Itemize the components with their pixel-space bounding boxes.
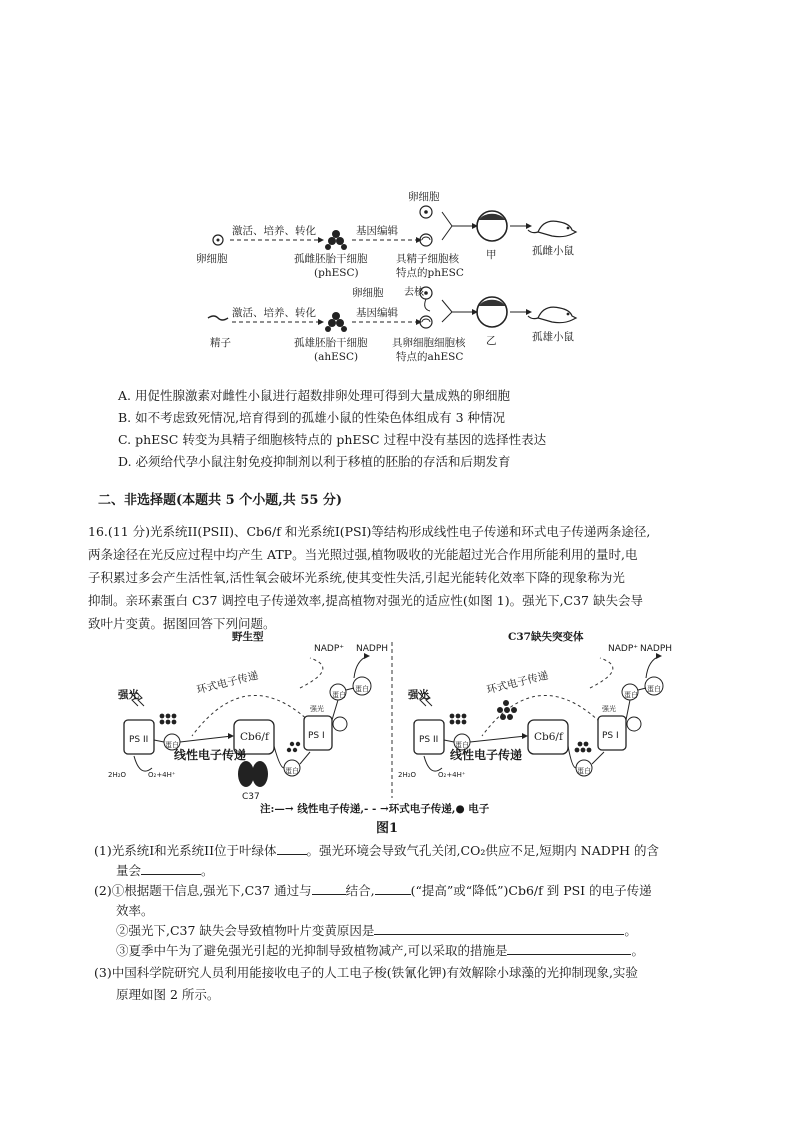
fig1-left-cb6f: Cb6/f: [240, 731, 269, 743]
q3-line-2: 原理如图 2 所示。: [116, 987, 220, 1002]
q2-blank-1[interactable]: [312, 882, 346, 895]
fig1-left-title: 野生型: [232, 631, 264, 643]
q2-blank-4[interactable]: [507, 942, 631, 955]
fig1-right-cb6f: Cb6/f: [534, 731, 563, 743]
fig1-left-oxygen: O₂+4H⁺: [148, 771, 176, 779]
sperm-icon: [208, 316, 228, 320]
fig1-right-nadph: NADPH: [640, 644, 673, 654]
fig1-left-light-small: 强光: [310, 705, 324, 713]
fig1-right-psii: PS II: [419, 735, 439, 745]
option-d: D. 必须给代孕小鼠注射免疫抑制剂以利于移植的胚胎的存活和后期发育: [118, 454, 511, 469]
phesc-cluster-icon: [325, 230, 347, 250]
q3-line-1: (3)中国科学院研究人员利用能接收电子的人工电子梭(铁氰化钾)有效解除小球藻的光抑制现象,实验: [94, 965, 638, 980]
fig1-right-oxygen: O₂+4H⁺: [438, 771, 466, 779]
q2-2: ②强光下,C37 缺失会导致植物叶片变黄原因是: [116, 923, 375, 938]
fig1-caption: 图1: [376, 821, 399, 836]
option-a: A. 用促性腺激素对雌性小鼠进行超数排卵处理可得到大量成熟的卵细胞: [118, 388, 510, 403]
row1-cell1-l1: 孤雌胚胎干细胞: [294, 253, 368, 265]
fig1-right-psi: PS I: [602, 731, 619, 741]
row2-step1: 激活、培养、转化: [232, 307, 316, 319]
option-c: C. phESC 转变为具精子细胞核特点的 phESC 过程中没有基因的选择性表达: [118, 432, 547, 447]
row2-step2: 基因编辑: [356, 307, 398, 319]
fig1-left-strong-light: 强光: [118, 689, 139, 701]
q1-line-2: [116, 862, 214, 880]
q2-3-end: 。: [631, 943, 644, 958]
fig1-right-cyclic: 环式电子传递: [485, 669, 550, 697]
fig1-note: 注:—→ 线性电子传递,- - →环式电子传递,● 电子: [260, 803, 490, 815]
row2-start: 精子: [210, 337, 231, 349]
q1-line-1: [94, 842, 659, 860]
q1-a: (1)光系统I和光系统II位于叶绿体: [94, 843, 277, 858]
row2-cell2-l1: 具卵细胞细胞核: [392, 337, 466, 349]
q2-d: 效率。: [116, 903, 154, 918]
q2-b: 结合,: [345, 883, 375, 898]
row1-cell1-l2: (phESC): [314, 267, 359, 279]
fig1-right-protein-1: 蛋白: [624, 691, 638, 699]
fig1-left-c37: C37: [242, 792, 260, 802]
q1-blank-2[interactable]: [141, 862, 201, 875]
row2-egg: 卵细胞: [352, 287, 384, 299]
fig1-right-light-small: 强光: [602, 705, 616, 713]
fig1-left-protein-1: 蛋白: [332, 691, 346, 699]
row1-egg: 卵细胞: [408, 191, 440, 203]
row2-enucleate: 去核: [404, 287, 424, 298]
mouse-icon-2: [528, 307, 576, 323]
fig1-right-protein-4: 蛋白: [577, 767, 591, 775]
fig1-left-cyclic: 环式电子传递: [195, 669, 260, 697]
q2-line-3: [116, 922, 637, 940]
row2-cell2-l2: 特点的ahESC: [396, 351, 464, 363]
row1-cell2-l1: 具精子细胞核: [396, 253, 459, 265]
row2-mouse: 孤雄小鼠: [532, 331, 574, 343]
q2-line-1: [94, 882, 652, 900]
fig1-left-protein-3: 蛋白: [165, 741, 179, 749]
q2-c: (“提高”或“降低”)Cb6/f 到 PSI 的电子传递: [410, 883, 652, 898]
top-figure-svg: [190, 188, 590, 368]
q16-line-2: 两条途径在光反应过程中均产生 ATP。当光照过强,植物吸收的光能超过光合作用所能利用的量时,电: [88, 547, 638, 562]
row2-cell1-l2: (ahESC): [314, 351, 359, 363]
mouse-icon-1: [528, 221, 576, 237]
option-b: B. 如不考虑致死情况,培育得到的孤雄小鼠的性染色体组成有 3 种情况: [118, 410, 506, 425]
fig1-left-linear: 线性电子传递: [174, 748, 247, 762]
q1-b: 。强光环境会导致气孔关闭,CO₂供应不足,短期内 NADPH 的含: [306, 843, 660, 858]
q2-line-2: [116, 902, 154, 920]
fig1-right-protein-3: 蛋白: [455, 741, 469, 749]
fig1-left-nadp: NADP⁺: [314, 644, 344, 654]
row1-mouse: 孤雌小鼠: [532, 245, 574, 257]
q16-line-4: 抑制。亲环素蛋白 C37 调控电子传递效率,提高植物对强光的适应性(如图 1)。强光下,C37 缺失会导: [88, 593, 643, 608]
q2-2-end: 。: [624, 923, 637, 938]
ahesc-cluster-icon: [325, 312, 347, 332]
fig1-left-psii: PS II: [129, 735, 149, 745]
figure-1: [100, 628, 680, 838]
row2-embryo: 乙: [486, 335, 497, 347]
row1-step1: 激活、培养、转化: [232, 225, 316, 237]
fig1-right-strong-light: 强光: [408, 689, 429, 701]
fig1-left-protein-4: 蛋白: [285, 767, 299, 775]
q16-line-3: 子积累过多会产生活性氧,活性氧会破坏光系统,使其变性失活,引起光能转化效率下降的现象称为光: [88, 570, 625, 585]
q2-blank-2[interactable]: [375, 882, 411, 895]
row1-step2: 基因编辑: [356, 225, 398, 237]
row1-start: 卵细胞: [196, 253, 228, 265]
fig1-right-protein-2: 蛋白: [647, 685, 661, 693]
fig1-right-water: 2H₂O: [398, 771, 417, 779]
fig1-left-psi: PS I: [308, 731, 325, 741]
row2-cell1-l1: 孤雄胚胎干细胞: [294, 337, 368, 349]
fig1-left-protein-2: 蛋白: [355, 685, 369, 693]
section-title: 二、非选择题(本题共 5 个小题,共 55 分): [98, 493, 343, 508]
q16-line-1: 16.(11 分)光系统II(PSII)、Cb6/f 和光系统I(PSI)等结构形成线性电子传递和环式电子传递两条途径,: [88, 524, 651, 539]
q1-c: 量会: [116, 863, 142, 878]
fig1-right-title: C37缺失突变体: [508, 631, 584, 643]
q2-3: ③夏季中午为了避免强光引起的光抑制导致植物减产,可以采取的措施是: [116, 943, 508, 958]
q2-blank-3[interactable]: [374, 922, 624, 935]
q16-line-5: 致叶片变黄。据图回答下列问题。: [88, 616, 276, 631]
q2-a: (2)①根据题干信息,强光下,C37 通过与: [94, 883, 312, 898]
row1-embryo: 甲: [486, 249, 497, 261]
q2-line-4: [116, 942, 644, 960]
fig1-right-nadp: NADP⁺: [608, 644, 638, 654]
fig1-left-nadph: NADPH: [356, 644, 389, 654]
q1-blank-1[interactable]: [277, 842, 307, 855]
row1-cell2-l2: 特点的phESC: [396, 267, 464, 279]
top-figure: [190, 188, 590, 368]
q1-d: 。: [201, 863, 214, 878]
fig1-right-linear: 线性电子传递: [450, 748, 523, 762]
fig1-left-water: 2H₂O: [108, 771, 127, 779]
